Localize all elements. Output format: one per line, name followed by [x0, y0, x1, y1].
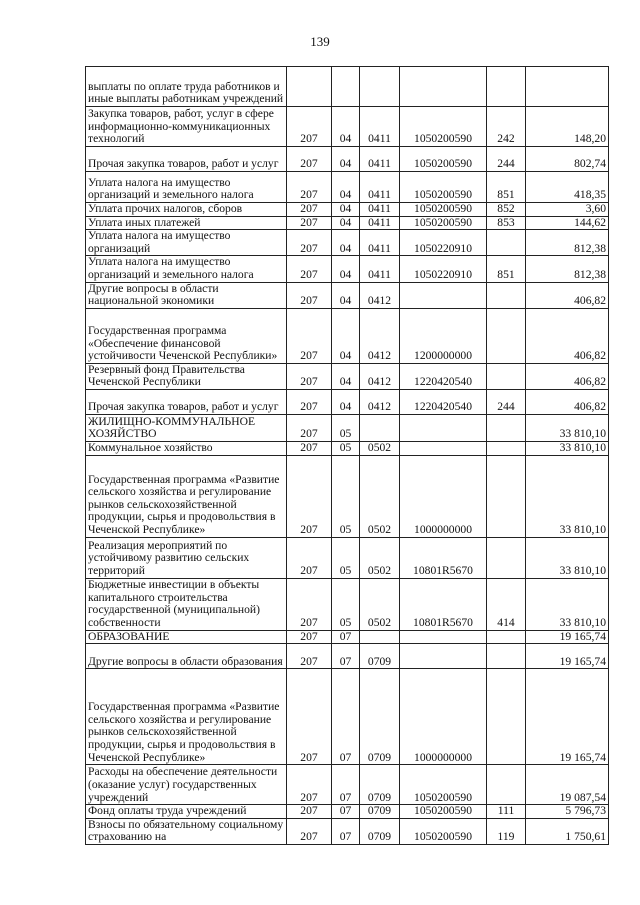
table-row	[86, 107, 609, 147]
row-subsection-code: 0411	[360, 216, 400, 230]
row-subsection-code: 0411	[360, 256, 400, 282]
row-expense-type-code: 852	[487, 203, 526, 217]
row-amount: 148,20	[526, 107, 609, 147]
table-row	[86, 644, 609, 669]
row-subsection-code: 0412	[360, 282, 400, 308]
row-target-item-code	[400, 441, 487, 455]
row-name: Государственная программа «Обеспечение финансовой устойчивости Чеченской Республики»	[86, 308, 287, 363]
row-subsection-code: 0502	[360, 578, 400, 630]
row-amount: 418,35	[526, 172, 609, 203]
row-expense-type-code	[487, 363, 526, 389]
row-expense-type-code	[487, 67, 526, 107]
row-name: Другие вопросы в области образования	[86, 644, 287, 669]
row-name: Уплата налога на имущество организаций и земельного налога	[86, 172, 287, 203]
row-section-code: 07	[332, 765, 360, 805]
table-row	[86, 282, 609, 308]
row-subsection-code: 0502	[360, 455, 400, 537]
row-name: выплаты по оплате труда работников и иные выплаты работникам учреждений	[86, 67, 287, 107]
row-amount: 33 810,10	[526, 537, 609, 578]
row-expense-type-code: 853	[487, 216, 526, 230]
row-target-item-code: 1200000000	[400, 308, 487, 363]
row-subsection-code	[360, 630, 400, 644]
row-admin-code: 207	[287, 363, 332, 389]
table-row	[86, 203, 609, 217]
row-admin-code: 207	[287, 537, 332, 578]
row-amount: 33 810,10	[526, 414, 609, 441]
table-row	[86, 230, 609, 256]
row-amount: 406,82	[526, 363, 609, 389]
row-subsection-code: 0709	[360, 805, 400, 819]
row-subsection-code: 0411	[360, 203, 400, 217]
row-subsection-code: 0709	[360, 669, 400, 765]
row-expense-type-code: 119	[487, 818, 526, 844]
row-target-item-code: 1050200590	[400, 818, 487, 844]
row-target-item-code	[400, 282, 487, 308]
table-row	[86, 805, 609, 819]
row-name: Государственная программа «Развитие сельского хозяйства и регулирование рынков сельскохозяйственной продукции, сырья и продовольствия в Чеченской Республике»	[86, 669, 287, 765]
row-section-code: 07	[332, 805, 360, 819]
row-target-item-code	[400, 67, 487, 107]
table-row	[86, 669, 609, 765]
row-admin-code: 207	[287, 414, 332, 441]
row-amount: 812,38	[526, 256, 609, 282]
row-expense-type-code: 244	[487, 147, 526, 172]
row-expense-type-code: 851	[487, 256, 526, 282]
row-expense-type-code: 242	[487, 107, 526, 147]
row-subsection-code: 0412	[360, 308, 400, 363]
row-expense-type-code	[487, 282, 526, 308]
row-section-code: 04	[332, 363, 360, 389]
row-amount: 33 810,10	[526, 441, 609, 455]
row-amount: 406,82	[526, 308, 609, 363]
row-target-item-code: 1050200590	[400, 765, 487, 805]
row-amount: 1 750,61	[526, 818, 609, 844]
row-name: Другие вопросы в области национальной экономики	[86, 282, 287, 308]
row-name: Государственная программа «Развитие сельского хозяйства и регулирование рынков сельскохозяйственной продукции, сырья и продовольствия в Чеченской Республике»	[86, 455, 287, 537]
page-number: 139	[310, 34, 330, 49]
row-section-code: 07	[332, 644, 360, 669]
row-subsection-code	[360, 414, 400, 441]
row-expense-type-code	[487, 644, 526, 669]
row-section-code: 05	[332, 578, 360, 630]
row-subsection-code: 0412	[360, 389, 400, 414]
row-section-code	[332, 67, 360, 107]
row-amount: 19 087,54	[526, 765, 609, 805]
row-expense-type-code	[487, 414, 526, 441]
row-target-item-code: 1000000000	[400, 669, 487, 765]
row-name: Уплата налога на имущество организаций	[86, 230, 287, 256]
row-amount: 5 796,73	[526, 805, 609, 819]
row-target-item-code	[400, 630, 487, 644]
row-admin-code: 207	[287, 308, 332, 363]
row-expense-type-code	[487, 765, 526, 805]
table-row	[86, 256, 609, 282]
row-section-code: 05	[332, 537, 360, 578]
row-admin-code: 207	[287, 256, 332, 282]
table-row	[86, 441, 609, 455]
row-subsection-code: 0412	[360, 363, 400, 389]
row-amount	[526, 67, 609, 107]
row-name: Резервный фонд Правительства Чеченской Республики	[86, 363, 287, 389]
row-subsection-code: 0411	[360, 230, 400, 256]
row-target-item-code: 1050200590	[400, 172, 487, 203]
row-expense-type-code	[487, 455, 526, 537]
row-admin-code: 207	[287, 230, 332, 256]
row-admin-code: 207	[287, 216, 332, 230]
row-name: Прочая закупка товаров, работ и услуг	[86, 147, 287, 172]
row-name: Фонд оплаты труда учреждений	[86, 805, 287, 819]
row-admin-code: 207	[287, 578, 332, 630]
row-target-item-code	[400, 414, 487, 441]
row-amount: 406,82	[526, 389, 609, 414]
row-amount: 19 165,74	[526, 630, 609, 644]
row-admin-code: 207	[287, 441, 332, 455]
table-row	[86, 818, 609, 844]
row-admin-code: 207	[287, 630, 332, 644]
row-target-item-code: 1050200590	[400, 147, 487, 172]
row-subsection-code: 0709	[360, 818, 400, 844]
row-expense-type-code	[487, 669, 526, 765]
row-subsection-code: 0709	[360, 765, 400, 805]
row-amount: 406,82	[526, 282, 609, 308]
row-target-item-code: 10801R5670	[400, 578, 487, 630]
row-section-code: 04	[332, 389, 360, 414]
table-row	[86, 389, 609, 414]
table-row	[86, 630, 609, 644]
row-section-code: 07	[332, 630, 360, 644]
row-name: Уплата прочих налогов, сборов	[86, 203, 287, 217]
row-amount: 33 810,10	[526, 578, 609, 630]
row-amount: 812,38	[526, 230, 609, 256]
row-target-item-code: 10801R5670	[400, 537, 487, 578]
row-amount: 19 165,74	[526, 644, 609, 669]
row-section-code: 07	[332, 669, 360, 765]
row-subsection-code: 0411	[360, 172, 400, 203]
table-row	[86, 216, 609, 230]
row-section-code: 04	[332, 282, 360, 308]
row-section-code: 05	[332, 441, 360, 455]
row-admin-code: 207	[287, 669, 332, 765]
row-section-code: 04	[332, 256, 360, 282]
table-row	[86, 414, 609, 441]
row-expense-type-code: 414	[487, 578, 526, 630]
row-amount: 19 165,74	[526, 669, 609, 765]
row-section-code: 05	[332, 455, 360, 537]
row-name: Уплата налога на имущество организаций и земельного налога	[86, 256, 287, 282]
row-name: Взносы по обязательному социальному страхованию на	[86, 818, 287, 844]
row-subsection-code: 0709	[360, 644, 400, 669]
row-section-code: 05	[332, 414, 360, 441]
row-expense-type-code: 244	[487, 389, 526, 414]
budget-table	[85, 66, 609, 845]
row-section-code: 04	[332, 308, 360, 363]
row-section-code: 04	[332, 230, 360, 256]
row-name: ЖИЛИЩНО-КОММУНАЛЬНОЕ ХОЗЯЙСТВО	[86, 414, 287, 441]
row-admin-code	[287, 67, 332, 107]
row-name: Расходы на обеспечение деятельности (оказание услуг) государственных учреждений	[86, 765, 287, 805]
row-name: Бюджетные инвестиции в объекты капитального строительства государственной (муниципальной) собственности	[86, 578, 287, 630]
row-name: Закупка товаров, работ, услуг в сфере информационно-коммуникационных технологий	[86, 107, 287, 147]
row-target-item-code: 1050220910	[400, 230, 487, 256]
row-admin-code: 207	[287, 389, 332, 414]
table-row	[86, 67, 609, 107]
row-admin-code: 207	[287, 172, 332, 203]
row-section-code: 07	[332, 818, 360, 844]
table-row	[86, 578, 609, 630]
row-target-item-code: 1050200590	[400, 805, 487, 819]
row-section-code: 04	[332, 107, 360, 147]
row-target-item-code: 1050200590	[400, 216, 487, 230]
row-target-item-code: 1050200590	[400, 203, 487, 217]
row-subsection-code	[360, 67, 400, 107]
row-admin-code: 207	[287, 282, 332, 308]
row-admin-code: 207	[287, 203, 332, 217]
row-expense-type-code	[487, 441, 526, 455]
table-row	[86, 363, 609, 389]
row-admin-code: 207	[287, 805, 332, 819]
row-target-item-code: 1050200590	[400, 107, 487, 147]
row-expense-type-code: 111	[487, 805, 526, 819]
row-expense-type-code	[487, 537, 526, 578]
row-name: Коммунальное хозяйство	[86, 441, 287, 455]
row-target-item-code: 1050220910	[400, 256, 487, 282]
row-name: ОБРАЗОВАНИЕ	[86, 630, 287, 644]
row-name: Реализация мероприятий по устойчивому развитию сельских территорий	[86, 537, 287, 578]
row-admin-code: 207	[287, 107, 332, 147]
row-admin-code: 207	[287, 765, 332, 805]
row-expense-type-code	[487, 630, 526, 644]
row-amount: 3,60	[526, 203, 609, 217]
row-expense-type-code	[487, 230, 526, 256]
row-target-item-code	[400, 644, 487, 669]
row-name: Прочая закупка товаров, работ и услуг	[86, 389, 287, 414]
table-row	[86, 147, 609, 172]
row-admin-code: 207	[287, 818, 332, 844]
row-amount: 33 810,10	[526, 455, 609, 537]
row-admin-code: 207	[287, 455, 332, 537]
row-target-item-code: 1220420540	[400, 389, 487, 414]
row-amount: 802,74	[526, 147, 609, 172]
row-name: Уплата иных платежей	[86, 216, 287, 230]
row-section-code: 04	[332, 172, 360, 203]
row-admin-code: 207	[287, 147, 332, 172]
row-subsection-code: 0502	[360, 537, 400, 578]
row-amount: 144,62	[526, 216, 609, 230]
row-target-item-code: 1220420540	[400, 363, 487, 389]
table-row	[86, 537, 609, 578]
table-row	[86, 308, 609, 363]
row-section-code: 04	[332, 147, 360, 172]
row-subsection-code: 0411	[360, 107, 400, 147]
row-target-item-code: 1000000000	[400, 455, 487, 537]
row-section-code: 04	[332, 216, 360, 230]
table-row	[86, 765, 609, 805]
table-row	[86, 455, 609, 537]
row-expense-type-code: 851	[487, 172, 526, 203]
row-subsection-code: 0502	[360, 441, 400, 455]
table-row	[86, 172, 609, 203]
row-expense-type-code	[487, 308, 526, 363]
row-section-code: 04	[332, 203, 360, 217]
row-subsection-code: 0411	[360, 147, 400, 172]
row-admin-code: 207	[287, 644, 332, 669]
